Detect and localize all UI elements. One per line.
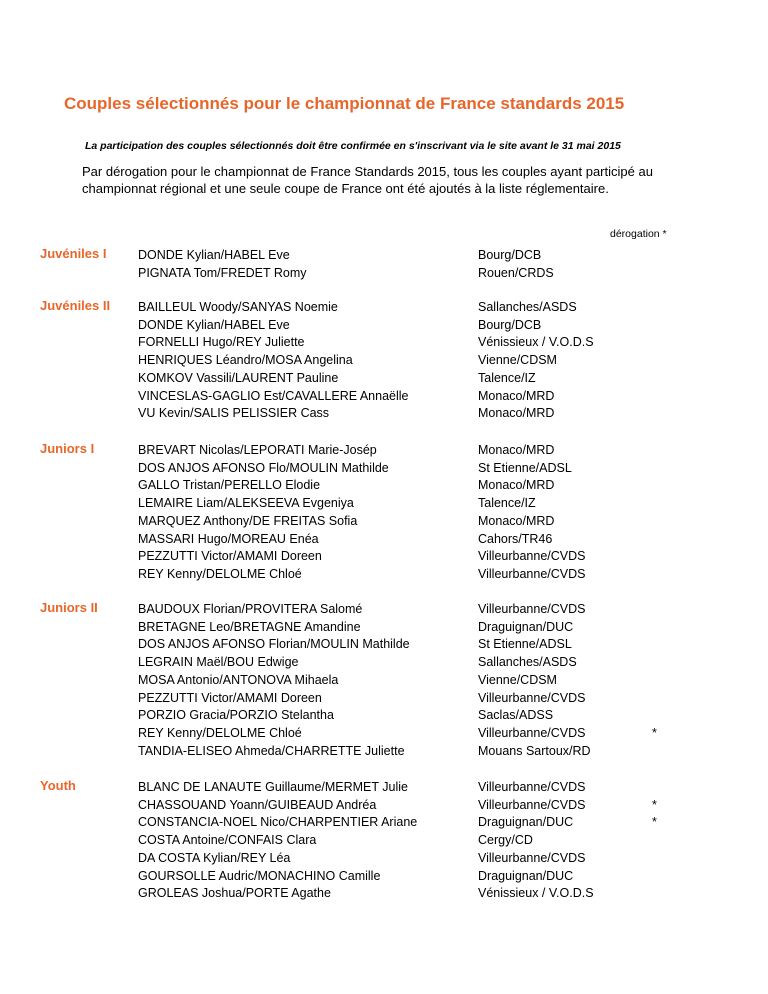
club-name: Sallanches/ASDS bbox=[478, 300, 577, 314]
couple-row bbox=[0, 443, 768, 461]
couple-name: BRETAGNE Leo/BRETAGNE Amandine bbox=[138, 619, 361, 634]
couple-row bbox=[0, 780, 768, 798]
club-name: Vénissieux / V.O.D.S bbox=[478, 886, 594, 901]
club-name: Villeurbanne/CVDS bbox=[478, 725, 586, 740]
club-name: Villeurbanne/CVDS bbox=[478, 602, 586, 616]
couple-name: MARQUEZ Anthony/DE FREITAS Sofia bbox=[138, 513, 358, 528]
club-name: Sallanches/ASDS bbox=[478, 655, 577, 670]
couple-name: GOURSOLLE Audric/MONACHINO Camille bbox=[138, 868, 381, 883]
couple-row bbox=[0, 673, 768, 691]
couple-row bbox=[0, 406, 768, 424]
couple-row bbox=[0, 353, 768, 371]
couple-name: VU Kevin/SALIS PELISSIER Cass bbox=[138, 406, 330, 421]
page-title: Couples sélectionnés pour le championnat de France standards 2015 bbox=[64, 94, 625, 113]
couple-name: LEMAIRE Liam/ALEKSEEVA Evgeniya bbox=[138, 496, 354, 511]
couple-name: PORZIO Gracia/PORZIO Stelantha bbox=[138, 708, 334, 723]
couple-row bbox=[0, 567, 768, 585]
couple-row bbox=[0, 532, 768, 550]
club-name: Vénissieux / V.O.D.S bbox=[478, 335, 594, 350]
club-name: Cahors/TR46 bbox=[478, 531, 553, 546]
couple-row bbox=[0, 833, 768, 851]
club-name: Monaco/MRD bbox=[478, 388, 555, 403]
couple-name: MASSARI Hugo/MOREAU Enéa bbox=[138, 531, 319, 546]
club-name: Monaco/MRD bbox=[478, 478, 555, 493]
couple-name: DA COSTA Kylian/REY Léa bbox=[138, 850, 291, 865]
club-name: Talence/IZ bbox=[478, 496, 536, 511]
subtitle-notice: La participation des couples sélectionnés doit être confirmée en s'inscrivant via le site avant le 31 mai 2015 bbox=[85, 140, 621, 152]
club-name: Villeurbanne/CVDS bbox=[478, 797, 586, 812]
couple-name: CHASSOUAND Yoann/GUIBEAUD Andréa bbox=[138, 797, 377, 812]
club-name: Draguignan/DUC bbox=[478, 815, 574, 830]
couple-name: DONDE Kylian/HABEL Eve bbox=[138, 248, 290, 262]
couple-row bbox=[0, 371, 768, 389]
couple-name: DOS ANJOS AFONSO Flo/MOULIN Mathilde bbox=[138, 460, 389, 475]
club-name: Draguignan/DUC bbox=[478, 619, 574, 634]
couple-row bbox=[0, 248, 768, 266]
club-name: Villeurbanne/CVDS bbox=[478, 780, 586, 794]
couple-row bbox=[0, 708, 768, 726]
club-name: Saclas/ADSS bbox=[478, 708, 554, 723]
derogation-mark: * bbox=[652, 815, 657, 830]
couple-row bbox=[0, 726, 768, 744]
couple-name: MOSA Antonio/ANTONOVA Mihaela bbox=[138, 672, 339, 687]
couple-row bbox=[0, 602, 768, 620]
couple-name: FORNELLI Hugo/REY Juliette bbox=[138, 335, 305, 350]
couple-name: GROLEAS Joshua/PORTE Agathe bbox=[138, 886, 331, 901]
club-name: St Etienne/ADSL bbox=[478, 460, 572, 475]
couple-name: TANDIA-ELISEO Ahmeda/CHARRETTE Juliette bbox=[138, 743, 405, 758]
couple-row bbox=[0, 815, 768, 833]
couple-name: GALLO Tristan/PERELLO Elodie bbox=[138, 478, 321, 493]
couple-name: DOS ANJOS AFONSO Florian/MOULIN Mathilde bbox=[138, 637, 410, 652]
couple-row bbox=[0, 461, 768, 479]
derogation-legend: dérogation * bbox=[610, 228, 667, 240]
club-name: Villeurbanne/CVDS bbox=[478, 549, 586, 564]
couple-row bbox=[0, 655, 768, 673]
club-name: Vienne/CDSM bbox=[478, 353, 557, 368]
club-name: Rouen/CRDS bbox=[478, 265, 554, 280]
couple-name: CONSTANCIA-NOEL Nico/CHARPENTIER Ariane bbox=[138, 815, 418, 830]
club-name: Monaco/MRD bbox=[478, 406, 555, 421]
couple-row bbox=[0, 478, 768, 496]
couple-row bbox=[0, 691, 768, 709]
couple-row bbox=[0, 496, 768, 514]
derogation-mark: * bbox=[652, 725, 657, 740]
couple-name: PEZZUTTI Victor/AMAMI Doreen bbox=[138, 549, 322, 564]
club-name: St Etienne/ADSL bbox=[478, 637, 572, 652]
couple-name: BLANC DE LANAUTE Guillaume/MERMET Julie bbox=[138, 780, 408, 794]
couple-name: LEGRAIN Maël/BOU Edwige bbox=[138, 655, 299, 670]
category-name: Juvéniles I bbox=[40, 246, 107, 261]
couple-name: BREVART Nicolas/LEPORATI Marie-Josép bbox=[138, 443, 377, 457]
couple-row bbox=[0, 798, 768, 816]
couple-name: HENRIQUES Léandro/MOSA Angelina bbox=[138, 353, 353, 368]
couple-row bbox=[0, 886, 768, 904]
couple-name: PEZZUTTI Victor/AMAMI Doreen bbox=[138, 690, 322, 705]
couple-name: BAILLEUL Woody/SANYAS Noemie bbox=[138, 300, 338, 314]
club-name: Vienne/CDSM bbox=[478, 672, 557, 687]
couple-name: COSTA Antoine/CONFAIS Clara bbox=[138, 833, 317, 848]
club-name: Villeurbanne/CVDS bbox=[478, 566, 586, 581]
couple-row bbox=[0, 851, 768, 869]
club-name: Talence/IZ bbox=[478, 370, 536, 385]
couple-row bbox=[0, 318, 768, 336]
club-name: Bourg/DCB bbox=[478, 317, 542, 332]
club-name: Monaco/MRD bbox=[478, 513, 555, 528]
intro-paragraph: Par dérogation pour le championnat de France Standards 2015, tous les couples ayant participé au championnat régional et une seule coupe de France ont été ajoutés à la liste réglementaire. bbox=[82, 164, 653, 196]
couple-row bbox=[0, 620, 768, 638]
club-name: Cergy/CD bbox=[478, 833, 533, 848]
category-name: Juniors I bbox=[40, 441, 95, 456]
club-name: Monaco/MRD bbox=[478, 443, 555, 457]
couple-row bbox=[0, 549, 768, 567]
couple-row bbox=[0, 335, 768, 353]
couple-name: BAUDOUX Florian/PROVITERA Salomé bbox=[138, 602, 363, 616]
couple-row bbox=[0, 389, 768, 407]
couple-name: REY Kenny/DELOLME Chloé bbox=[138, 725, 302, 740]
couple-row bbox=[0, 300, 768, 318]
derogation-mark: * bbox=[652, 797, 657, 812]
category-name: Juniors II bbox=[40, 600, 98, 615]
club-name: Villeurbanne/CVDS bbox=[478, 850, 586, 865]
couple-row bbox=[0, 869, 768, 887]
couple-row bbox=[0, 744, 768, 762]
couple-row bbox=[0, 514, 768, 532]
couple-name: PIGNATA Tom/FREDET Romy bbox=[138, 265, 307, 280]
couple-name: VINCESLAS-GAGLIO Est/CAVALLERE Annaëlle bbox=[138, 388, 409, 403]
category-name: Juvéniles II bbox=[40, 298, 111, 313]
couple-name: KOMKOV Vassili/LAURENT Pauline bbox=[138, 370, 339, 385]
club-name: Villeurbanne/CVDS bbox=[478, 690, 586, 705]
category-name: Youth bbox=[40, 778, 76, 793]
couple-name: DONDE Kylian/HABEL Eve bbox=[138, 317, 290, 332]
club-name: Draguignan/DUC bbox=[478, 868, 574, 883]
couple-row bbox=[0, 637, 768, 655]
club-name: Bourg/DCB bbox=[478, 248, 542, 262]
couple-row bbox=[0, 266, 768, 284]
club-name: Mouans Sartoux/RD bbox=[478, 743, 591, 758]
couple-name: REY Kenny/DELOLME Chloé bbox=[138, 566, 302, 581]
